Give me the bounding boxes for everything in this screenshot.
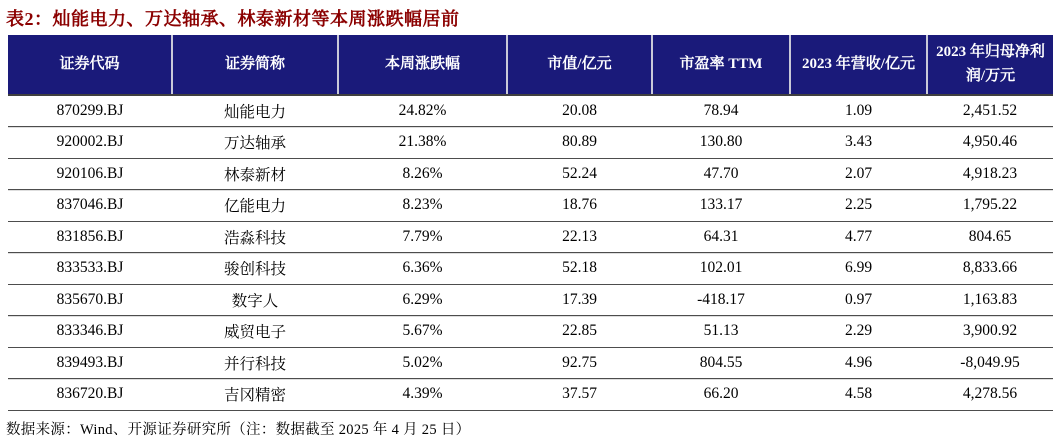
- cell: 2.29: [790, 316, 927, 348]
- cell: 2.07: [790, 158, 927, 190]
- cell: 37.57: [507, 379, 652, 411]
- cell: 804.65: [927, 221, 1053, 253]
- cell: 870299.BJ: [8, 95, 172, 127]
- cell: 102.01: [652, 253, 790, 285]
- stock-performance-table: [8, 35, 1053, 411]
- table-row: [8, 127, 1053, 159]
- cell: 4.96: [790, 347, 927, 379]
- cell: 20.08: [507, 95, 652, 127]
- cell: 835670.BJ: [8, 284, 172, 316]
- cell: 并行科技: [172, 347, 338, 379]
- cell: 52.24: [507, 158, 652, 190]
- column-header-4: 市盈率 TTM: [652, 35, 790, 95]
- cell: 51.13: [652, 316, 790, 348]
- table-row: [8, 221, 1053, 253]
- cell: 833533.BJ: [8, 253, 172, 285]
- cell: 52.18: [507, 253, 652, 285]
- cell: 78.94: [652, 95, 790, 127]
- cell: 1,795.22: [927, 190, 1053, 222]
- cell: 6.99: [790, 253, 927, 285]
- cell: 3.43: [790, 127, 927, 159]
- cell: 4.77: [790, 221, 927, 253]
- cell: 4,278.56: [927, 379, 1053, 411]
- cell: 灿能电力: [172, 95, 338, 127]
- column-header-2: 本周涨跌幅: [338, 35, 507, 95]
- column-header-0: 证券代码: [8, 35, 172, 95]
- cell: 2.25: [790, 190, 927, 222]
- cell: 万达轴承: [172, 127, 338, 159]
- cell: 6.36%: [338, 253, 507, 285]
- cell: 920106.BJ: [8, 158, 172, 190]
- table-row: [8, 158, 1053, 190]
- cell: 8.26%: [338, 158, 507, 190]
- cell: 22.85: [507, 316, 652, 348]
- cell: 4,950.46: [927, 127, 1053, 159]
- cell: 22.13: [507, 221, 652, 253]
- column-header-5: 2023 年营收/亿元: [790, 35, 927, 95]
- cell: 吉冈精密: [172, 379, 338, 411]
- cell: 骏创科技: [172, 253, 338, 285]
- cell: 920002.BJ: [8, 127, 172, 159]
- cell: 6.29%: [338, 284, 507, 316]
- cell: 133.17: [652, 190, 790, 222]
- cell: 47.70: [652, 158, 790, 190]
- cell: 66.20: [652, 379, 790, 411]
- table-row: [8, 95, 1053, 127]
- cell: -8,049.95: [927, 347, 1053, 379]
- cell: 8,833.66: [927, 253, 1053, 285]
- data-source-note: 数据来源：Wind、开源证券研究所（注：数据截至 2025 年 4 月 25 日）: [6, 421, 471, 438]
- cell: 林泰新材: [172, 158, 338, 190]
- cell: 21.38%: [338, 127, 507, 159]
- table-row: [8, 316, 1053, 348]
- cell: 威贸电子: [172, 316, 338, 348]
- cell: 5.02%: [338, 347, 507, 379]
- cell: 1.09: [790, 95, 927, 127]
- table-body: [8, 95, 1053, 410]
- table-row: [8, 190, 1053, 222]
- cell: 18.76: [507, 190, 652, 222]
- table-row: [8, 284, 1053, 316]
- cell: 0.97: [790, 284, 927, 316]
- cell: 数字人: [172, 284, 338, 316]
- header-row: [8, 35, 1053, 95]
- table-row: [8, 253, 1053, 285]
- cell: -418.17: [652, 284, 790, 316]
- cell: 4,918.23: [927, 158, 1053, 190]
- column-header-3: 市值/亿元: [507, 35, 652, 95]
- cell: 3,900.92: [927, 316, 1053, 348]
- cell: 4.39%: [338, 379, 507, 411]
- cell: 24.82%: [338, 95, 507, 127]
- cell: 8.23%: [338, 190, 507, 222]
- table-header: [8, 35, 1053, 95]
- cell: 92.75: [507, 347, 652, 379]
- cell: 浩淼科技: [172, 221, 338, 253]
- cell: 80.89: [507, 127, 652, 159]
- cell: 2,451.52: [927, 95, 1053, 127]
- table-row: [8, 347, 1053, 379]
- table-row: [8, 379, 1053, 411]
- cell: 130.80: [652, 127, 790, 159]
- cell: 831856.BJ: [8, 221, 172, 253]
- cell: 17.39: [507, 284, 652, 316]
- cell: 833346.BJ: [8, 316, 172, 348]
- column-header-6: 2023 年归母净利润/万元: [927, 35, 1053, 95]
- cell: 837046.BJ: [8, 190, 172, 222]
- cell: 1,163.83: [927, 284, 1053, 316]
- column-header-1: 证券简称: [172, 35, 338, 95]
- cell: 亿能电力: [172, 190, 338, 222]
- cell: 804.55: [652, 347, 790, 379]
- cell: 4.58: [790, 379, 927, 411]
- cell: 836720.BJ: [8, 379, 172, 411]
- cell: 839493.BJ: [8, 347, 172, 379]
- cell: 7.79%: [338, 221, 507, 253]
- cell: 64.31: [652, 221, 790, 253]
- cell: 5.67%: [338, 316, 507, 348]
- table-title: 表2：灿能电力、万达轴承、林泰新材等本周涨跌幅居前: [6, 9, 460, 29]
